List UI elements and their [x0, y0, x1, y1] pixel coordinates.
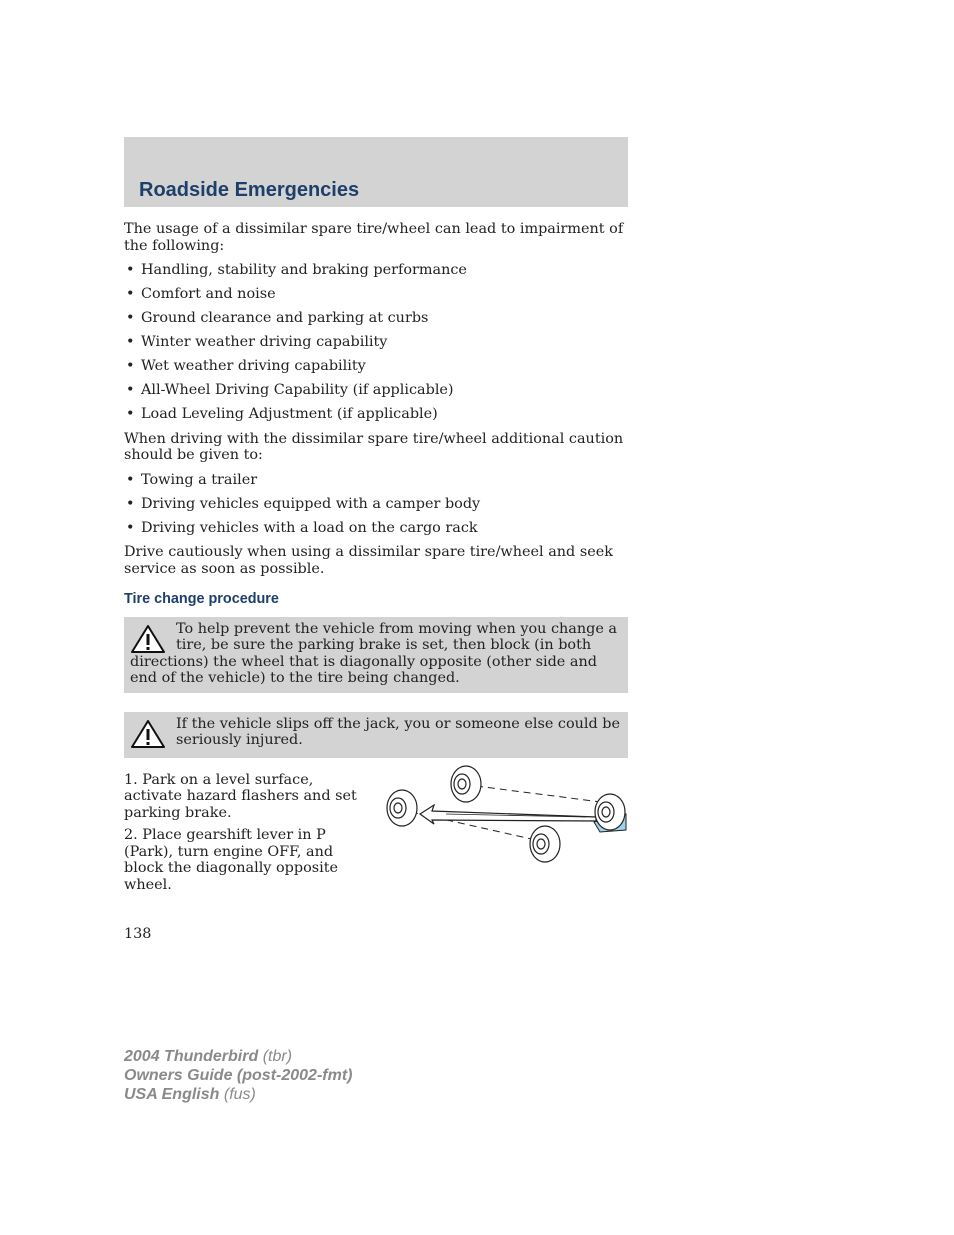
main-content — [124, 221, 628, 893]
page-title: Roadside Emergencies — [139, 179, 360, 201]
list-item: • Driving vehicles equipped with a camper body — [126, 495, 481, 512]
list-item: • Wet weather driving capability — [126, 358, 366, 374]
list-item: • All-Wheel Driving Capability (if applicable) — [126, 382, 454, 398]
step-text: 1. Park on a level surface, activate hazard flashers and set parking brake. — [124, 771, 357, 821]
section-heading: Tire change procedure — [124, 591, 279, 607]
caution-intro-paragraph: When driving with the dissimilar spare tire/wheel additional caution should be given to: — [124, 430, 624, 463]
intro-paragraph: The usage of a dissimilar spare tire/wheel can lead to impairment of the following: — [124, 221, 624, 254]
footer-language: USA English — [124, 1086, 220, 1103]
list-item: • Handling, stability and braking performance — [126, 262, 467, 278]
list-item: • Towing a trailer — [126, 471, 258, 488]
section-header-band — [124, 137, 628, 207]
footer-language-code: (fus) — [223, 1086, 256, 1103]
warning-text: To help prevent the vehicle from moving when you change a tire, be sure the parking brake is set, then block (in both directions) the wheel that is diagonally opposite (other side and end of the vehicle) to the tire being changed. — [130, 620, 618, 686]
step-text: 2. Place gearshift lever in P (Park), turn engine OFF, and block the diagonally opposite wheel. — [124, 827, 339, 893]
footer-model-code: (tbr) — [262, 1048, 293, 1065]
document-footer — [124, 1047, 352, 1104]
wheel-block-diagram — [386, 764, 632, 864]
footer-model: 2004 Thunderbird — [124, 1048, 259, 1065]
footer-guide: Owners Guide (post-2002-fmt) — [124, 1067, 353, 1084]
list-item: • Load Leveling Adjustment (if applicable) — [126, 406, 438, 422]
impairment-list — [124, 262, 628, 423]
procedure-steps — [124, 771, 628, 893]
warning-box — [124, 617, 628, 693]
warning-text: If the vehicle slips off the jack, you or someone else could be seriously injured. — [176, 715, 621, 748]
warning-triangle-icon — [130, 624, 166, 654]
list-item: • Winter weather driving capability — [126, 334, 388, 350]
list-item: • Ground clearance and parking at curbs — [126, 310, 429, 326]
caution-list — [124, 472, 628, 537]
list-item: • Driving vehicles with a load on the cargo rack — [126, 519, 478, 536]
page-number: 138 — [124, 926, 152, 942]
warning-triangle-icon — [130, 719, 166, 749]
warning-box — [124, 712, 628, 758]
list-item: • Comfort and noise — [126, 286, 276, 302]
drive-note-paragraph: Drive cautiously when using a dissimilar spare tire/wheel and seek service as soon as possible. — [124, 544, 613, 577]
